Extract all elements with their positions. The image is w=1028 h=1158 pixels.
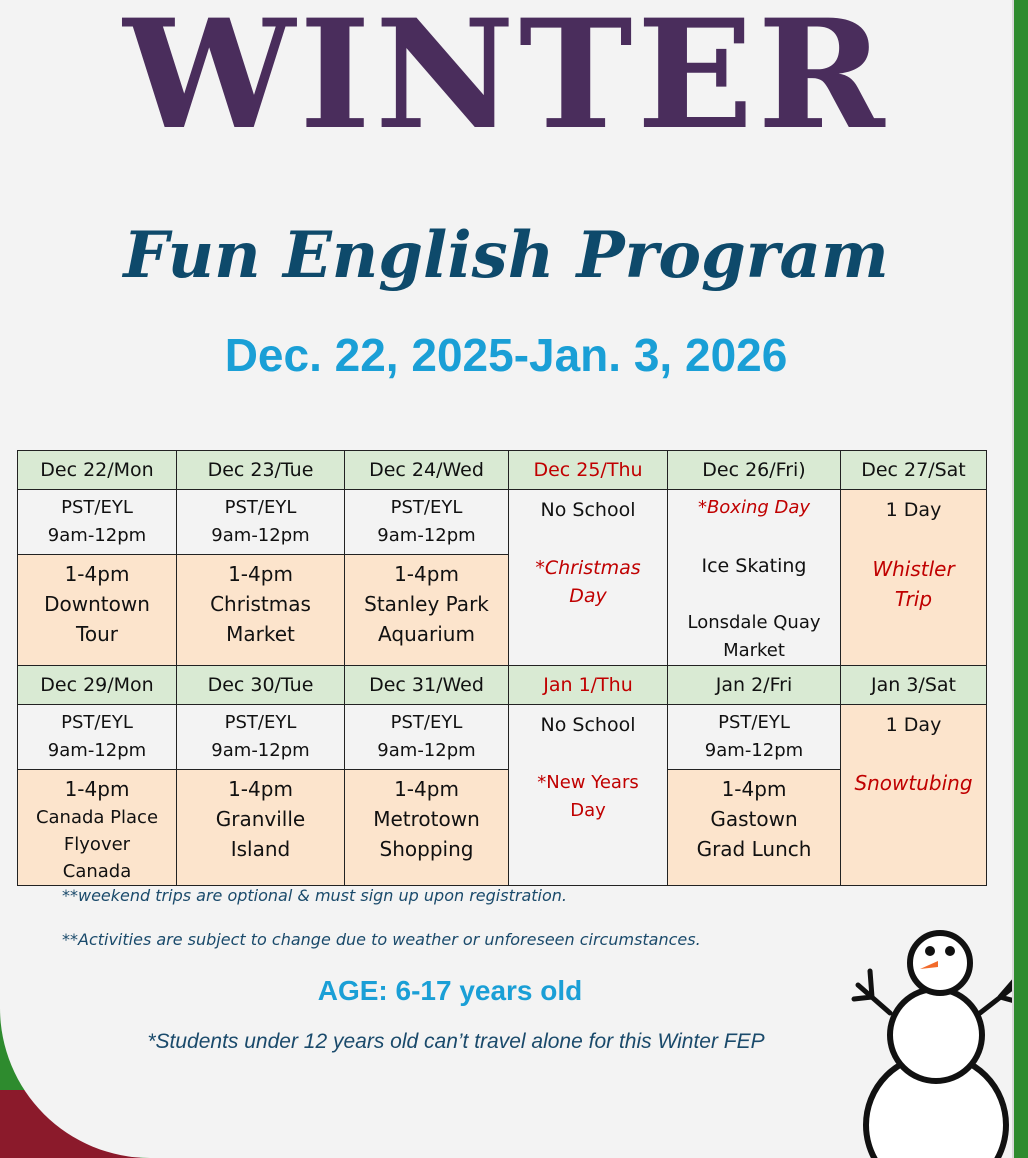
- pm-activity-cell: [177, 555, 345, 666]
- program-subtitle: Fun English Program: [123, 218, 889, 293]
- activity-lonsdale: Lonsdale Quay: [687, 612, 821, 633]
- am-session-cell: [18, 490, 177, 555]
- activity-name-line2: Grad Lunch: [696, 837, 812, 861]
- day-header: Dec 24/Wed: [345, 451, 509, 490]
- activity-name-line2: Flyover: [63, 834, 131, 855]
- activity-time: 1-4pm: [64, 562, 130, 586]
- friday-activities-cell: [668, 490, 841, 666]
- holiday-note-line2: Day: [569, 585, 607, 607]
- activity-name: Stanley Park: [364, 592, 489, 616]
- activity-name: Canada Place: [35, 807, 159, 828]
- table-row-week1-header: [18, 451, 987, 490]
- session-label: PST/EYL: [61, 497, 133, 518]
- program-dates: Dec. 22, 2025-Jan. 3, 2026: [224, 329, 788, 381]
- activity-name: Downtown: [44, 592, 150, 616]
- activity-ice-skating: Ice Skating: [701, 555, 807, 577]
- session-time: 9am-12pm: [211, 740, 310, 761]
- day-header: Jan 2/Fri: [668, 666, 841, 705]
- activity-time: 1-4pm: [228, 562, 293, 586]
- no-school-text: No School: [540, 499, 636, 521]
- activity-lonsdale-line2: Market: [723, 640, 785, 661]
- pm-activity-cell: [345, 770, 509, 886]
- activity-name: Granville: [215, 807, 306, 831]
- day-header: Dec 27/Sat: [841, 451, 987, 490]
- holiday-note: *Christmas: [535, 557, 641, 579]
- day-header-holiday: Dec 25/Thu: [509, 451, 668, 490]
- session-label: PST/EYL: [224, 497, 297, 518]
- holiday-cell: [509, 490, 668, 666]
- session-time: 9am-12pm: [47, 740, 147, 761]
- weekend-note: **weekend trips are optional & must sign up upon registration.: [62, 886, 567, 905]
- am-session-cell: [668, 705, 841, 770]
- weather-note: **Activities are subject to change due to weather or unforeseen circumstances.: [62, 930, 701, 949]
- session-time: 9am-12pm: [704, 740, 804, 761]
- activity-name: Christmas: [210, 592, 311, 616]
- trip-name-line2: Trip: [894, 587, 933, 611]
- session-label: PST/EYL: [61, 712, 133, 733]
- day-header: Dec 29/Mon: [18, 666, 177, 705]
- table-row-week1-am: [18, 490, 987, 555]
- session-label: PST/EYL: [390, 497, 463, 518]
- activity-name-line2: Aquarium: [378, 622, 475, 646]
- session-label: PST/EYL: [390, 712, 463, 733]
- boxing-day-note: *Boxing Day: [697, 497, 811, 518]
- pm-activity-cell: [668, 770, 841, 886]
- pm-activity-cell: [18, 555, 177, 666]
- pm-activity-cell: [177, 770, 345, 886]
- am-session-cell: [345, 705, 509, 770]
- no-school-text: No School: [540, 714, 636, 736]
- session-label: PST/EYL: [718, 712, 790, 733]
- age-range: AGE: 6-17 years old: [317, 975, 583, 1006]
- session-time: 9am-12pm: [47, 525, 147, 546]
- session-time: 9am-12pm: [377, 740, 476, 761]
- pm-activity-cell: [18, 770, 177, 886]
- holiday-note: *New Years: [537, 772, 639, 793]
- activity-name: Gastown: [710, 807, 798, 831]
- day-header: Dec 30/Tue: [177, 666, 345, 705]
- day-header: Dec 22/Mon: [18, 451, 177, 490]
- activity-time: 1-4pm: [394, 777, 459, 801]
- am-session-cell: [177, 705, 345, 770]
- session-time: 9am-12pm: [377, 525, 476, 546]
- activity-name-line2: Shopping: [379, 837, 474, 861]
- trip-name: Whistler: [872, 557, 955, 581]
- activity-name-line2: Tour: [76, 622, 118, 646]
- trip-name: Snowtubing: [854, 771, 973, 795]
- schedule-table: [17, 450, 987, 886]
- snowman-icon: [850, 925, 1014, 1158]
- activity-name-line2: Island: [230, 837, 291, 861]
- day-header-holiday: Jan 1/Thu: [509, 666, 668, 705]
- day-header: Dec 23/Tue: [177, 451, 345, 490]
- holiday-cell: [509, 705, 668, 886]
- am-session-cell: [177, 490, 345, 555]
- am-session-cell: [18, 705, 177, 770]
- activity-time: 1-4pm: [721, 777, 787, 801]
- holiday-note-line2: Day: [570, 800, 606, 821]
- day-trip-cell: [841, 705, 987, 886]
- day-trip-label: 1 Day: [885, 499, 942, 521]
- page-title: WINTER: [123, 0, 889, 163]
- table-row-week2-am: [18, 705, 987, 770]
- activity-time: 1-4pm: [228, 777, 293, 801]
- session-label: PST/EYL: [224, 712, 297, 733]
- pm-activity-cell: [345, 555, 509, 666]
- activity-name: Metrotown: [373, 807, 480, 831]
- day-header: Jan 3/Sat: [841, 666, 987, 705]
- day-header: Dec 26/Fri): [668, 451, 841, 490]
- activity-name-line2: Market: [226, 622, 295, 646]
- day-trip-cell: [841, 490, 987, 666]
- table-row-week2-header: [18, 666, 987, 705]
- day-header: Dec 31/Wed: [345, 666, 509, 705]
- activity-name-line3: Canada: [62, 861, 132, 882]
- activity-time: 1-4pm: [394, 562, 459, 586]
- session-time: 9am-12pm: [211, 525, 310, 546]
- activity-time: 1-4pm: [64, 777, 130, 801]
- students-note: *Students under 12 years old can’t travel alone for this Winter FEP: [147, 1030, 765, 1053]
- am-session-cell: [345, 490, 509, 555]
- day-trip-label: 1 Day: [885, 714, 942, 736]
